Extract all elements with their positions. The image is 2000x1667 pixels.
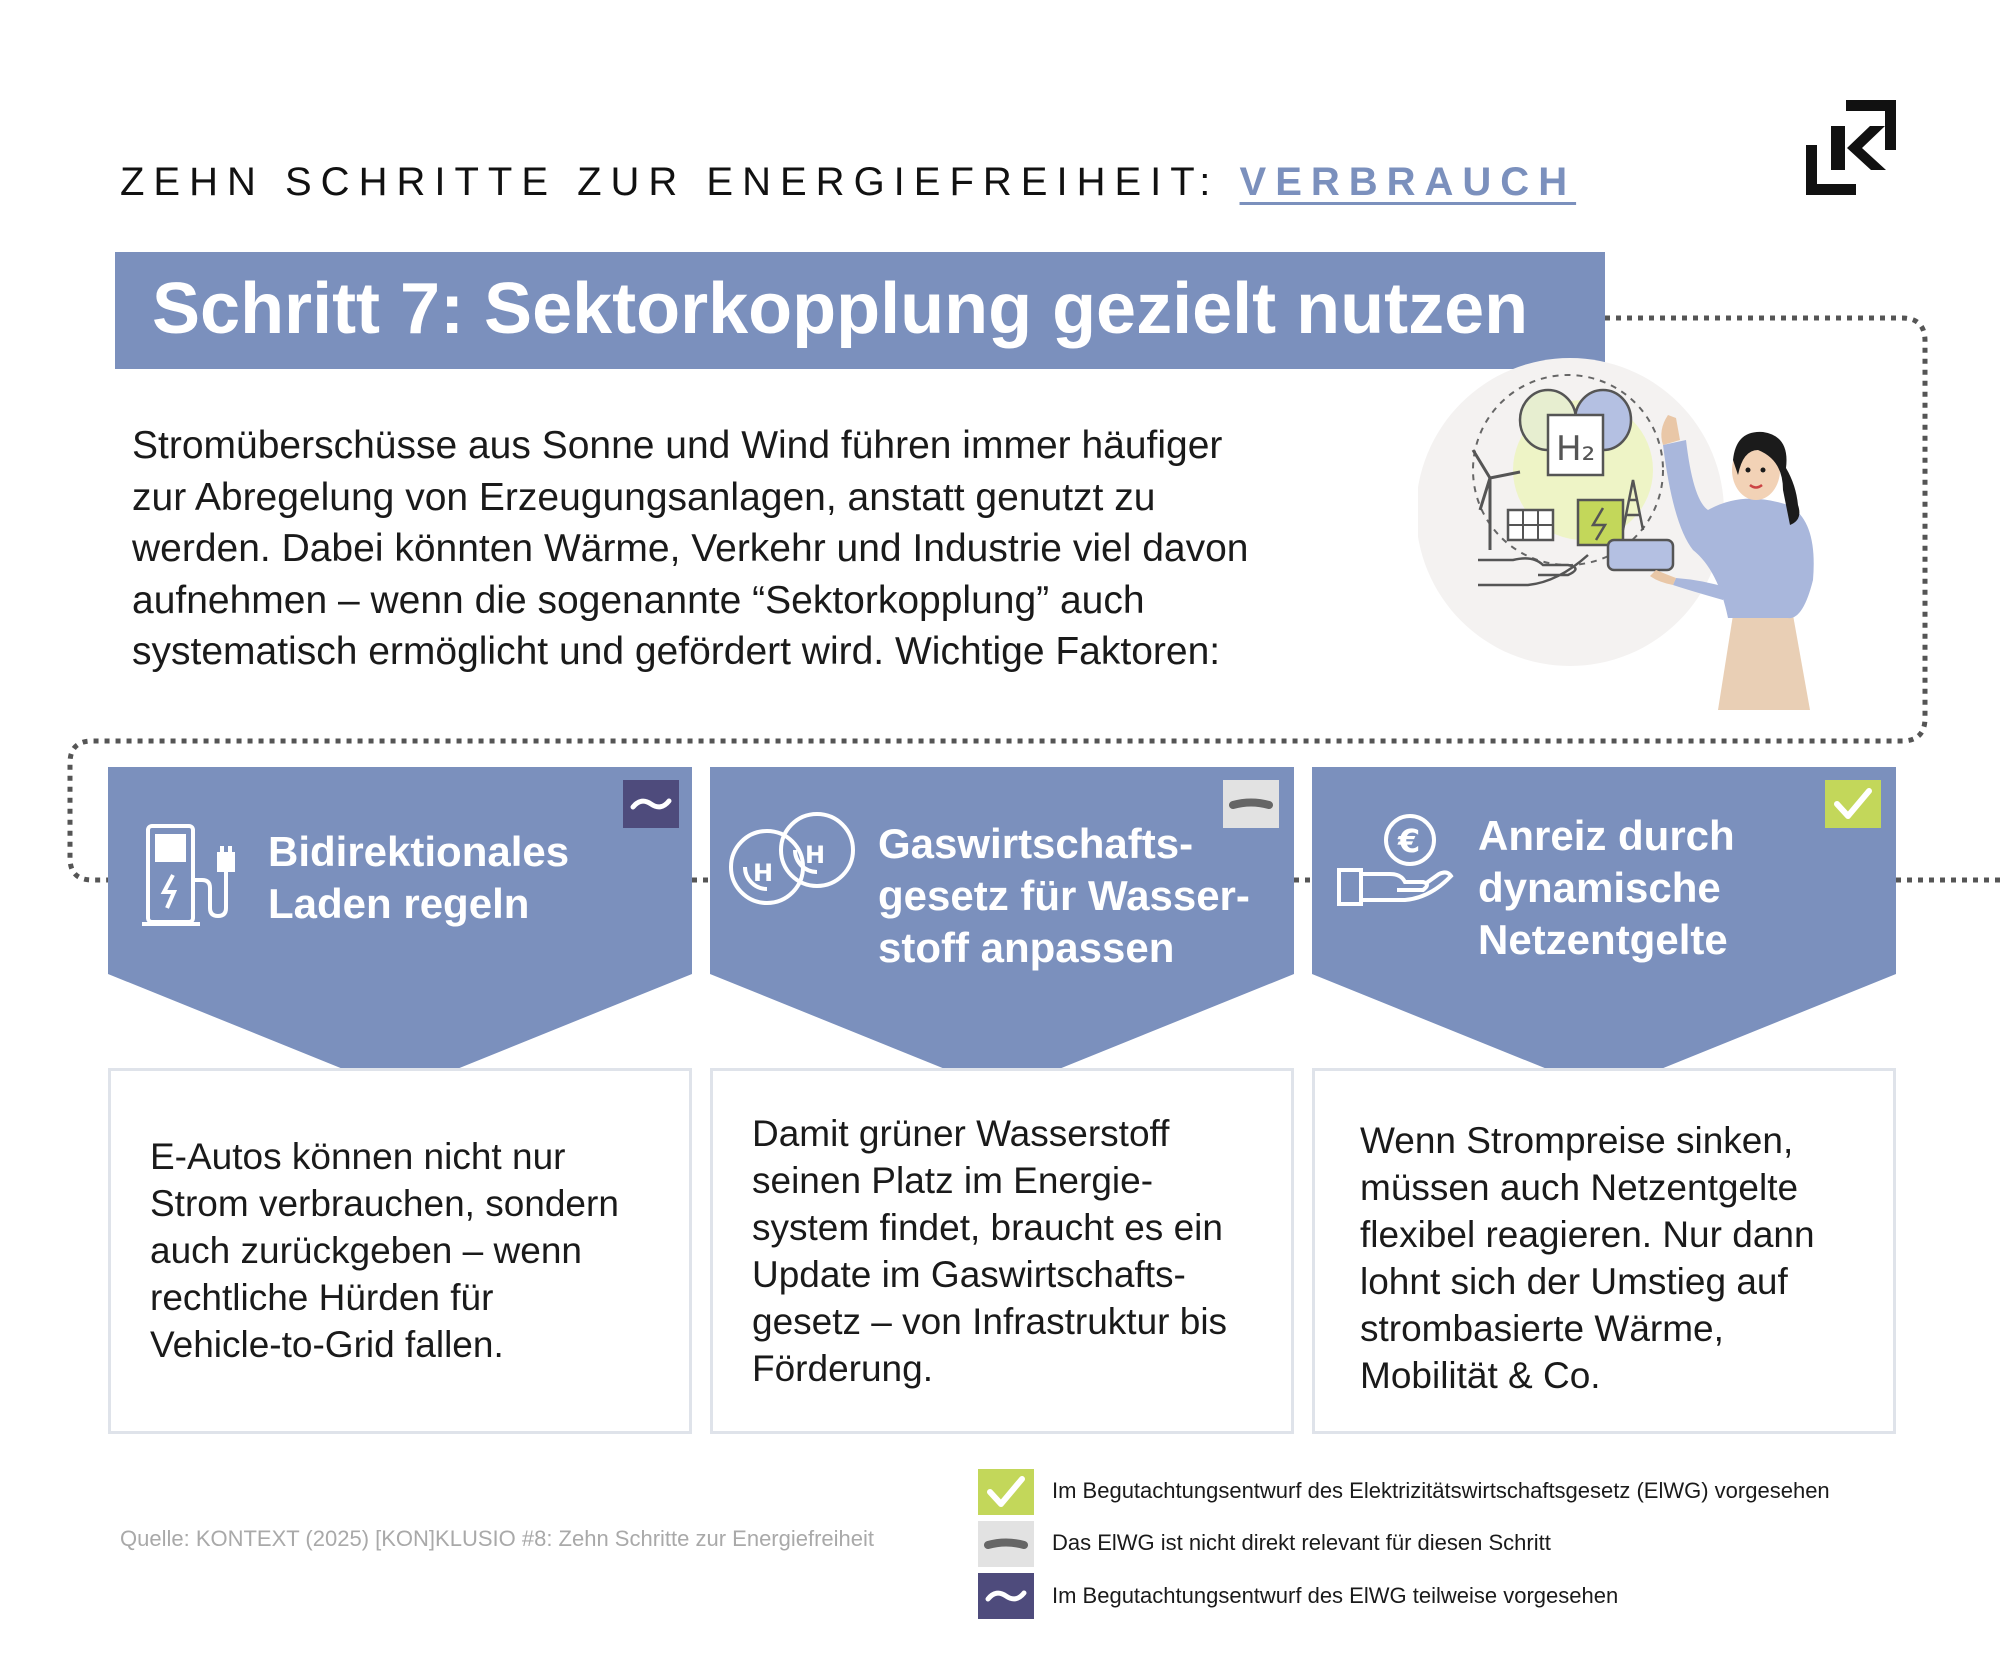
card-title-grid-fees (1478, 810, 1735, 966)
card-text-line: gesetz – von Infrastruktur bis (752, 1301, 1228, 1342)
card-title-hydrogen (878, 818, 1250, 974)
series-heading (120, 160, 1576, 205)
card-text-hydrogen (752, 1110, 1227, 1392)
legend-swatch-partial (978, 1573, 1034, 1619)
intro-line: Stromüberschüsse aus Sonne und Wind führen immer häufiger (132, 424, 1223, 467)
legend-text-partial: Im Begutachtungsentwurf des ElWG teilweise vorgesehen (1052, 1583, 1619, 1608)
category-link[interactable]: VERBRAUCH (1239, 160, 1577, 204)
series-label: ZEHN SCHRITTE ZUR ENERGIEFREIHEIT: (120, 160, 1220, 204)
page-title: Schritt 7: Sektorkopplung gezielt nutzen (152, 269, 1529, 349)
card-text-line: lohnt sich der Umstieg auf (1360, 1261, 1788, 1302)
hydrogen-letter: H (753, 859, 774, 887)
kontext-logo (1806, 100, 1896, 195)
intro-line: aufnehmen – wenn die sogenannte “Sektorkopplung” auch (132, 578, 1145, 622)
card-text-line: E-Autos können nicht nur (150, 1136, 566, 1177)
status-badge-not-relevant (1223, 780, 1279, 828)
status-badge-partial (623, 780, 679, 828)
card-title-ev (268, 826, 569, 930)
intro-line: zur Abregelung von Erzeugungsanlagen, anstatt genutzt zu (132, 475, 1156, 519)
legend-text-not-relevant: Das ElWG ist nicht direkt relevant für diesen Schritt (1052, 1530, 1551, 1555)
card-text-line: flexibel reagieren. Nur dann (1360, 1214, 1815, 1255)
card-title-line: Netzentgelte (1478, 916, 1728, 963)
hydrogen-letter: H (805, 841, 826, 869)
legend-swatch-not-relevant (978, 1521, 1034, 1567)
card-text-line: Mobilität & Co. (1360, 1355, 1601, 1396)
legend-text-planned: Im Begutachtungsentwurf des Elektrizitätswirtschaftsgesetz (ElWG) vorgesehen (1052, 1478, 1830, 1503)
card-title-line: Anreiz durch (1478, 812, 1735, 859)
card-title-line: gesetz für Wasser- (878, 872, 1250, 919)
card-text-grid-fees (1360, 1117, 1815, 1399)
card-text-line: Strom verbrauchen, sondern (150, 1183, 619, 1224)
card-text-line: seinen Platz im Energie- (752, 1160, 1154, 1201)
sector-coupling-illustration (1418, 350, 1858, 710)
card-text-line: Damit grüner Wasserstoff (752, 1113, 1170, 1154)
card-title-line: stoff anpassen (878, 924, 1175, 971)
ev-charger-icon (140, 820, 240, 930)
card-text-ev (150, 1133, 619, 1368)
euro-symbol: € (1398, 822, 1421, 860)
card-text-line: müssen auch Netzentgelte (1360, 1167, 1799, 1208)
card-text-line: strombasierte Wärme, (1360, 1308, 1724, 1349)
card-text-line: Vehicle-to-Grid fallen. (150, 1324, 504, 1365)
euro-hand-icon (1335, 810, 1455, 915)
card-text-line: Förderung. (752, 1348, 933, 1389)
source-note: Quelle: KONTEXT (2025) [KON]KLUSIO #8: Zehn Schritte zur Energiefreiheit (120, 1526, 875, 1551)
card-text-line: Wenn Strompreise sinken, (1360, 1120, 1794, 1161)
card-text-line: rechtliche Hürden für (150, 1277, 494, 1318)
card-text-line: auch zurückgeben – wenn (150, 1230, 582, 1271)
card-title-line: Bidirektionales (268, 828, 570, 875)
card-text-line: system findet, braucht es ein (752, 1207, 1223, 1248)
status-badge-planned (1825, 780, 1881, 828)
card-text-line: Update im Gaswirtschafts- (752, 1254, 1186, 1295)
hydrogen-molecule-icon (725, 805, 860, 910)
card-title-line: Gaswirtschafts- (878, 820, 1194, 867)
intro-line: werden. Dabei könnten Wärme, Verkehr und Industrie viel davon (132, 527, 1249, 570)
intro-line: systematisch ermöglicht und gefördert wird. Wichtige Faktoren: (132, 630, 1221, 673)
h2-label: H₂ (1556, 429, 1596, 469)
card-title-line: Laden regeln (268, 880, 530, 927)
card-title-line: dynamische (1478, 864, 1721, 911)
legend-swatch-planned (978, 1469, 1034, 1515)
intro-paragraph (132, 420, 1422, 678)
